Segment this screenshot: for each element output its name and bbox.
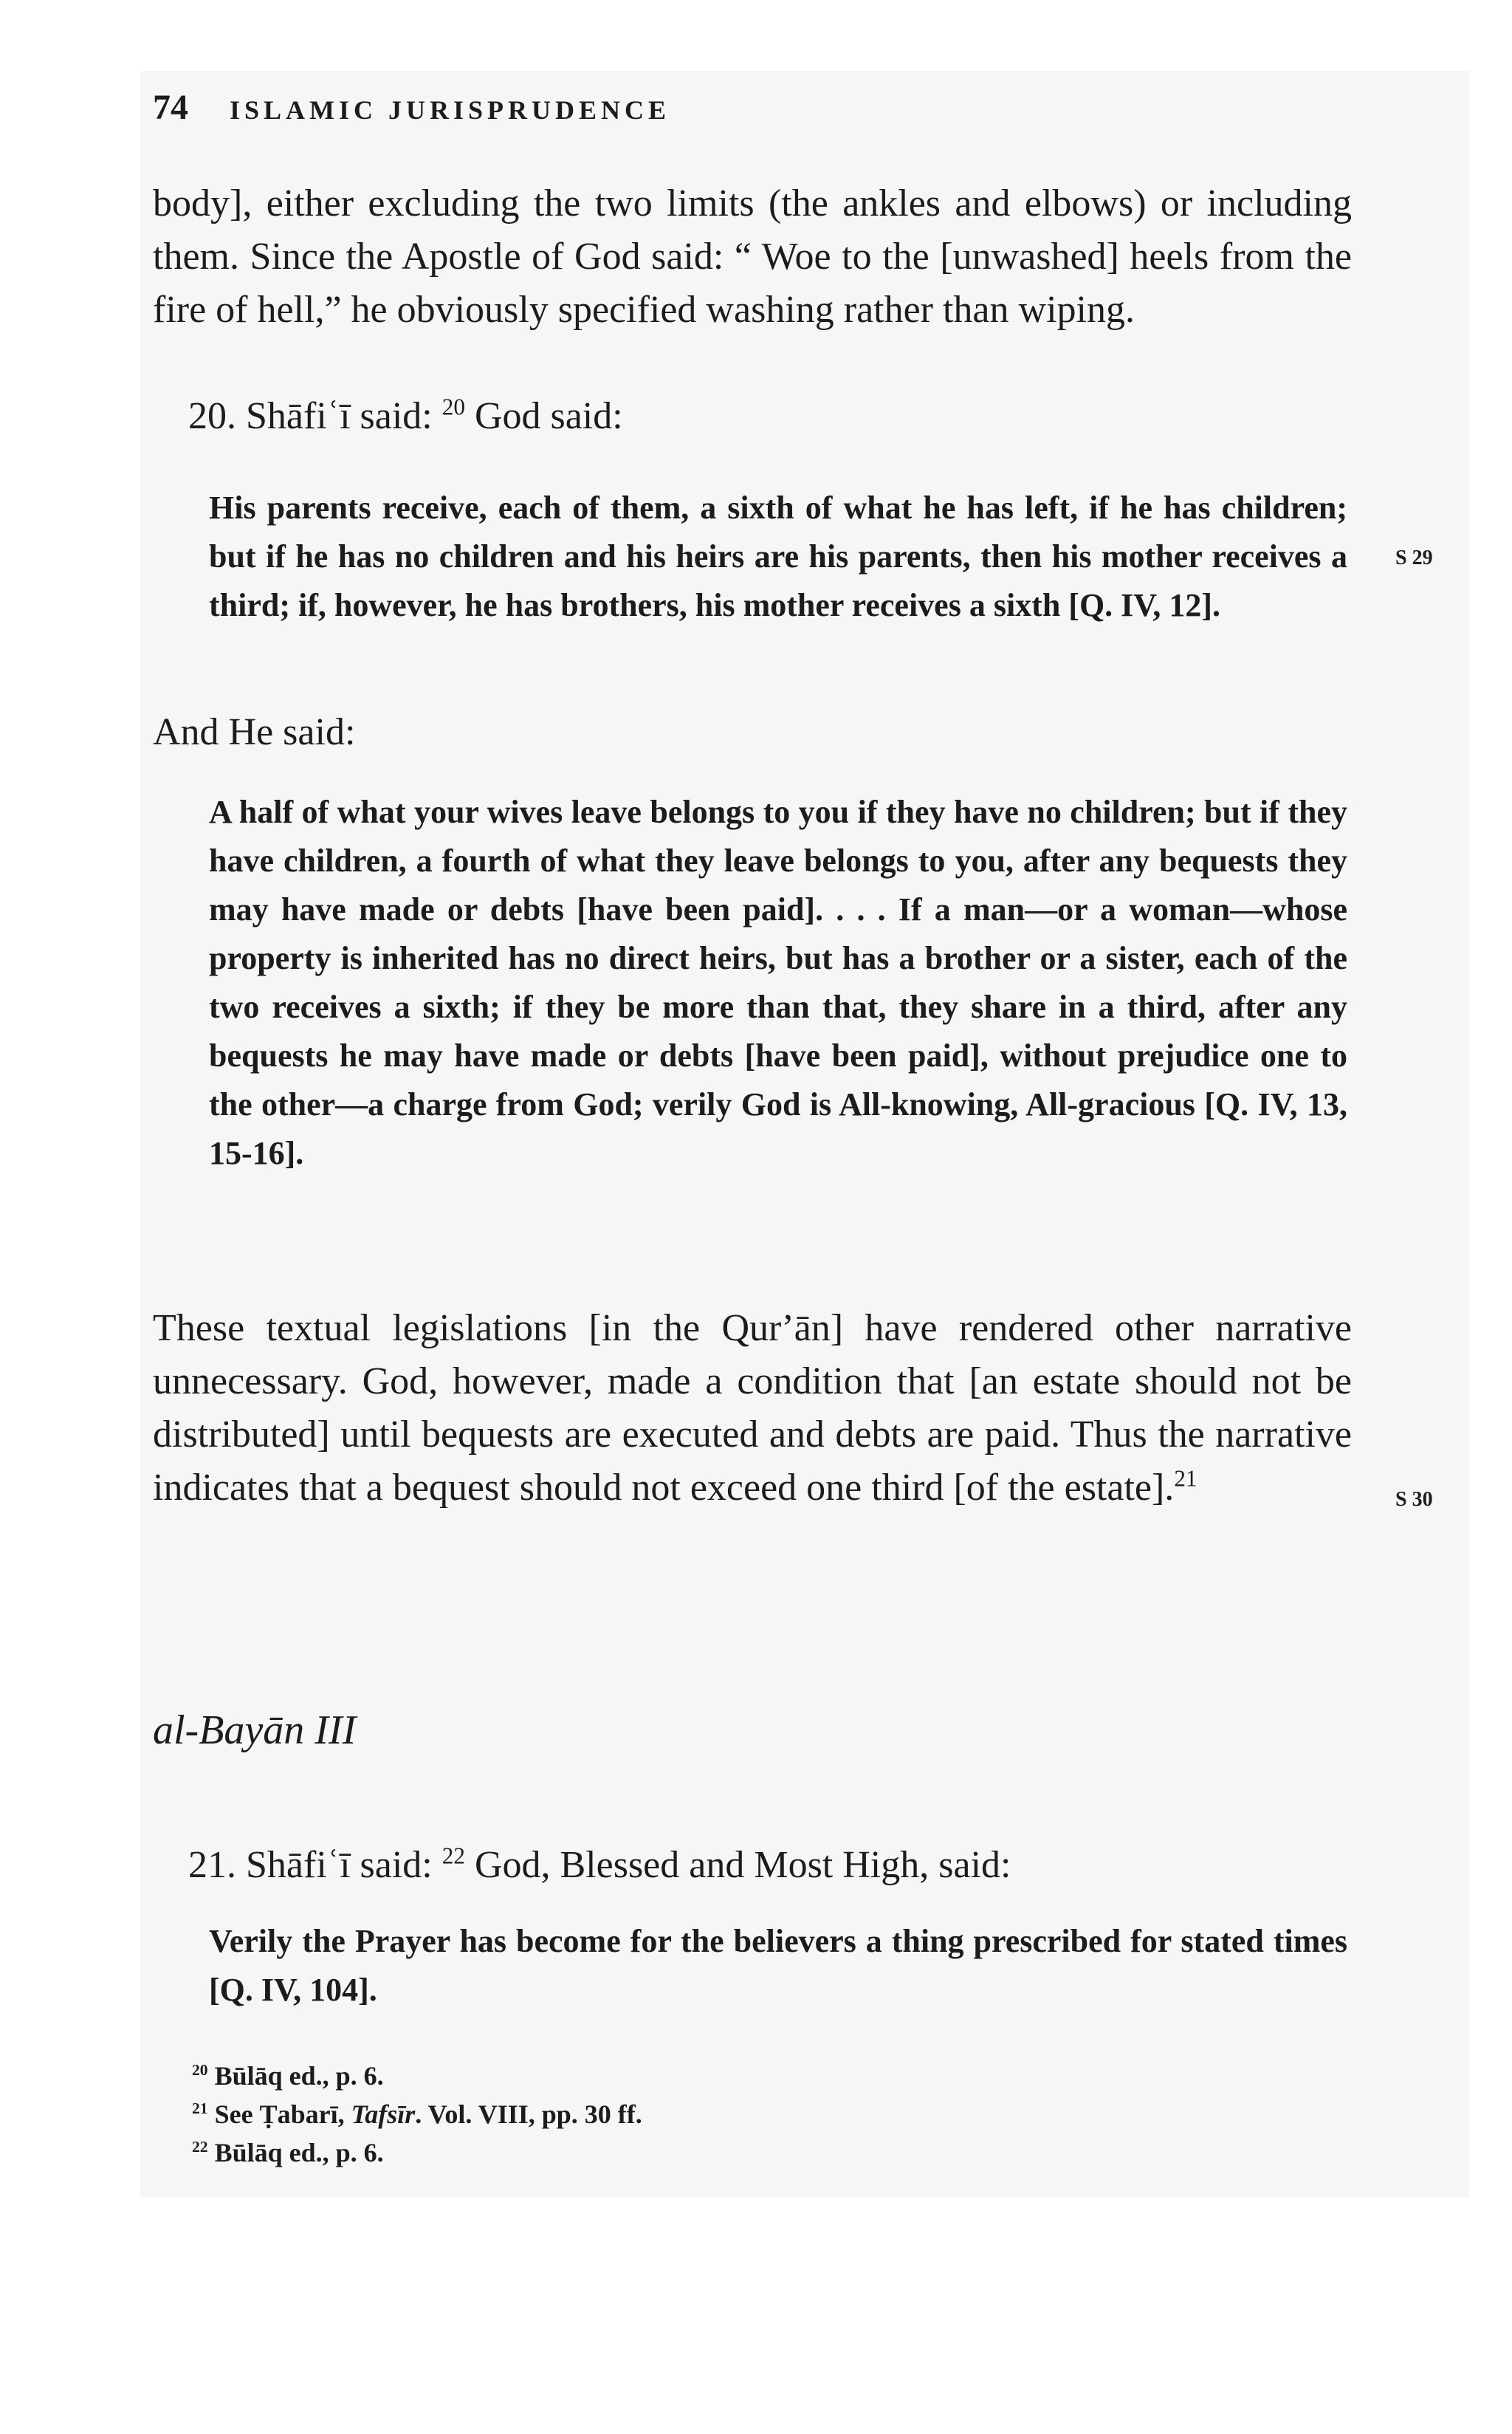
section-20-tail: God said: [474, 395, 623, 437]
section-21-intro [188, 1839, 1387, 1892]
footnote-22 [192, 2133, 642, 2172]
section-21-number: 21. [188, 1844, 236, 1886]
footnotes [192, 2057, 642, 2172]
footnote-text: Būlāq ed., p. 6. [214, 2138, 384, 2167]
footnote-number: 21 [192, 2099, 208, 2117]
paragraph-continued: body], either excluding the two limits (the ankles and elbows) or including them. Since the Apostle of God said: “ Woe to the [unwashed] heels from the fire of hell,” he obviously specified washing rather than wiping. [153, 182, 1352, 331]
footnote-ref-20: 20 [441, 394, 465, 420]
footnote-text-pre: See Ṭabarī, [214, 2099, 345, 2129]
paragraph-legislations-text: These textual legislations [in the Qurʼān] have rendered other narrative unnecessary. God, however, made a condition that [an estate should not be distributed] until bequests are executed and debts are paid. Thus the narrative indicates that a bequest should not exceed one third [of the estate]. [153, 1307, 1352, 1509]
section-20-lead: Shāfiʿī said: [246, 395, 433, 437]
section-20-intro [188, 390, 1387, 443]
running-head-title: ISLAMIC JURISPRUDENCE [230, 95, 671, 125]
footnote-text: Būlāq ed., p. 6. [214, 2061, 384, 2091]
footnote-20 [192, 2057, 642, 2095]
section-heading: al-Bayān III [153, 1707, 357, 1753]
section-21-lead: Shāfiʿī said: [246, 1844, 433, 1886]
paragraph-legislations [153, 1302, 1352, 1515]
running-header [153, 87, 670, 128]
block-quote-1: His parents receive, each of them, a sixth of what he has left, if he has children; but if he has no children and his heirs are his parents, then his mother receives a third; if, however, he has brothers, his mother receives a sixth [Q. IV, 12]. [209, 490, 1347, 623]
and-he-said: And He said: [153, 711, 356, 753]
margin-ref-s29: S 29 [1395, 546, 1433, 569]
footnote-number: 20 [192, 2061, 208, 2079]
block-quote-3: Verily the Prayer has become for the believers a thing prescribed for stated times [Q. IV, 104]. [209, 1923, 1347, 2008]
footnote-number: 22 [192, 2138, 208, 2156]
section-21-tail: God, Blessed and Most High, said: [474, 1844, 1011, 1886]
footnote-ref-21: 21 [1174, 1465, 1197, 1492]
footnote-ref-22: 22 [441, 1842, 465, 1869]
footnote-title: Tafsīr [351, 2099, 416, 2129]
margin-ref-s30: S 30 [1395, 1488, 1433, 1511]
section-20-number: 20. [188, 395, 236, 437]
page-number: 74 [153, 88, 188, 127]
block-quote-2: A half of what your wives leave belongs to you if they have no children; but if they have children, a fourth of what they leave belongs to you, after any bequests they may have made or debts [have been paid]. . . . If a man—or a woman—whose property is inherited has no direct heirs, but has a brother or a sister, each of the two receives a sixth; if they be more than that, they share in a third, after any bequests he may have made or debts [have been paid], without prejudice one to the other—a charge from God; verily God is All-knowing, All-gracious [Q. IV, 13, 15-16]. [209, 794, 1347, 1171]
footnote-21 [192, 2095, 642, 2133]
footnote-text-post: . Vol. VIII, pp. 30 ff. [415, 2099, 642, 2129]
